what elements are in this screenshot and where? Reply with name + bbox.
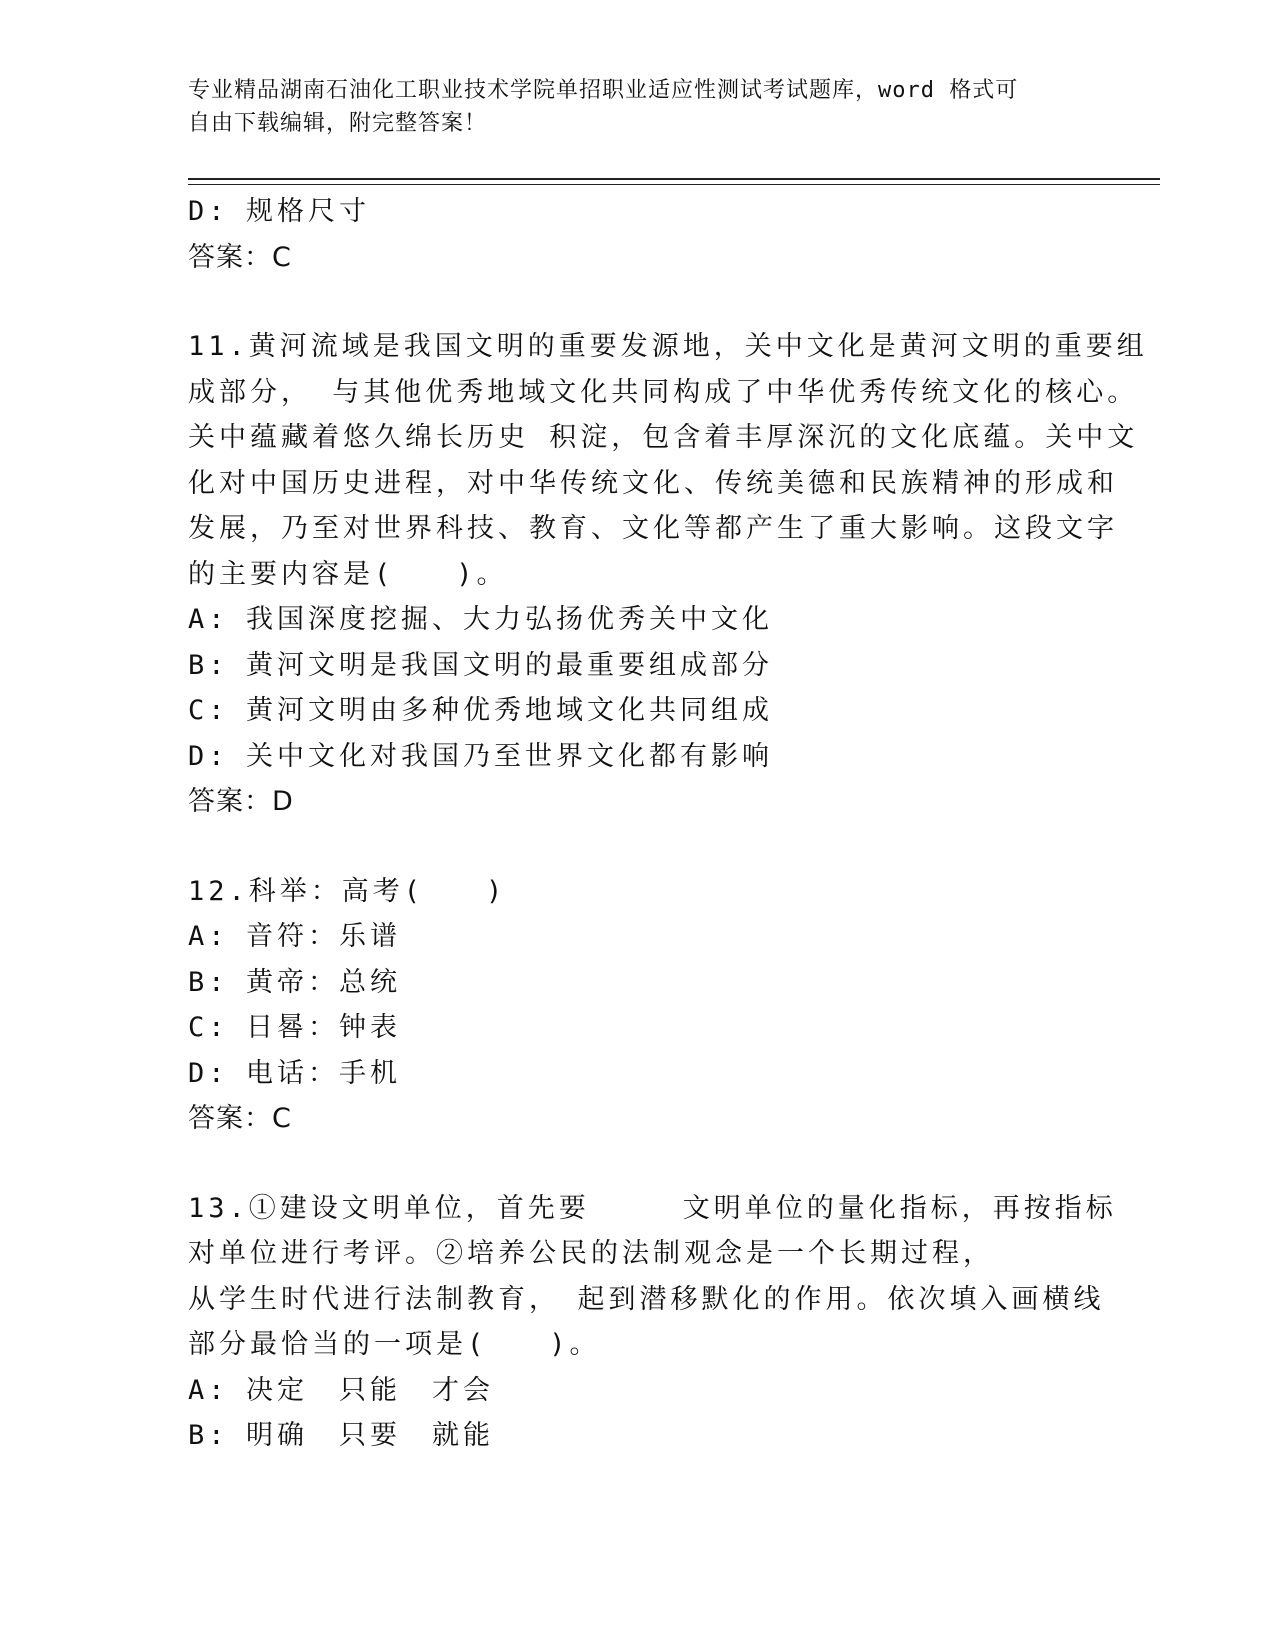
question-text-line: 11.黄河流域是我国文明的重要发源地，关中文化是黄河文明的重要组 — [188, 331, 1148, 362]
option-letter: B: — [188, 966, 229, 998]
option-text: 关中文化对我国乃至世界文化都有影响 — [246, 740, 773, 772]
question-text-line: 的主要内容是( )。 — [188, 558, 508, 590]
option-a — [188, 914, 1088, 960]
option-text: 日晷：钟表 — [246, 1012, 401, 1043]
option-letter: A: — [188, 921, 229, 952]
option-letter: C: — [188, 1012, 229, 1043]
option-letter: B: — [188, 1420, 229, 1451]
option-text: 音符：乐谱 — [246, 921, 401, 952]
option-text: 黄河文明是我国文明的最重要组成部分 — [246, 649, 773, 681]
answer: 答案：C — [188, 241, 292, 273]
option-b — [188, 643, 1088, 689]
option-b — [188, 1413, 1088, 1459]
question-10 — [188, 189, 1088, 280]
option-c — [188, 1005, 1088, 1051]
option-letter: D: — [188, 196, 229, 227]
question-text-line: 从学生时代进行法制教育， 起到潜移默化的作用。依次填入画横线 — [188, 1283, 1105, 1315]
header-rule-thick — [188, 178, 1160, 180]
option-text: 规格尺寸 — [246, 196, 370, 227]
question-text-line: 化对中国历史进程，对中华传统文化、传统美德和民族精神的形成和 — [188, 467, 1118, 499]
question-text-line: 关中蕴藏着悠久绵长历史 积淀，包含着丰厚深沉的文化底蕴。关中文 — [188, 422, 1139, 453]
option-a — [188, 597, 1088, 643]
option-a — [188, 1368, 1088, 1414]
option-c — [188, 688, 1088, 734]
option-text: 明确 只要 就能 — [246, 1420, 494, 1451]
option-d — [188, 1051, 1088, 1097]
header-line-1: 专业精品湖南石油化工职业技术学院单招职业适应性测试考试题库，word 格式可 — [188, 78, 1019, 103]
page-content — [188, 189, 1148, 1459]
question-text-line: 成部分， 与其他优秀地域文化共同构成了中华优秀传统文化的核心。 — [188, 376, 1139, 408]
question-text-line: 发展，乃至对世界科技、教育、文化等都产生了重大影响。这段文字 — [188, 513, 1118, 544]
option-text: 决定 只能 才会 — [246, 1374, 494, 1406]
option-text: 黄帝：总统 — [246, 966, 401, 998]
option-letter: D: — [188, 740, 229, 772]
question-12 — [188, 869, 1088, 1142]
option-b — [188, 960, 1088, 1006]
option-letter: A: — [188, 604, 229, 635]
option-text: 电话：手机 — [246, 1057, 401, 1089]
option-d — [188, 189, 1088, 235]
option-text: 黄河文明由多种优秀地域文化共同组成 — [246, 695, 773, 726]
option-letter: A: — [188, 1374, 229, 1406]
answer: 答案：C — [188, 1103, 292, 1134]
option-d — [188, 734, 1088, 780]
question-text-line: 13.①建设文明单位，首先要 文明单位的量化指标，再按指标 — [188, 1192, 1117, 1224]
answer: 答案：D — [188, 786, 294, 817]
option-letter: C: — [188, 695, 229, 726]
header-rule-thin — [188, 184, 1160, 185]
option-text: 我国深度挖掘、大力弘扬优秀关中文化 — [246, 604, 773, 635]
question-13 — [188, 1186, 1117, 1459]
page-header — [188, 74, 1068, 140]
header-line-2: 自由下载编辑，附完整答案！ — [188, 111, 488, 136]
question-text-line: 12.科举：高考( ) — [188, 875, 507, 907]
question-text-line: 对单位进行考评。②培养公民的法制观念是一个长期过程， — [188, 1238, 994, 1269]
question-11 — [188, 324, 1148, 825]
option-letter: B: — [188, 649, 229, 681]
option-letter: D: — [188, 1057, 229, 1089]
question-text-line: 部分最恰当的一项是( )。 — [188, 1329, 601, 1360]
